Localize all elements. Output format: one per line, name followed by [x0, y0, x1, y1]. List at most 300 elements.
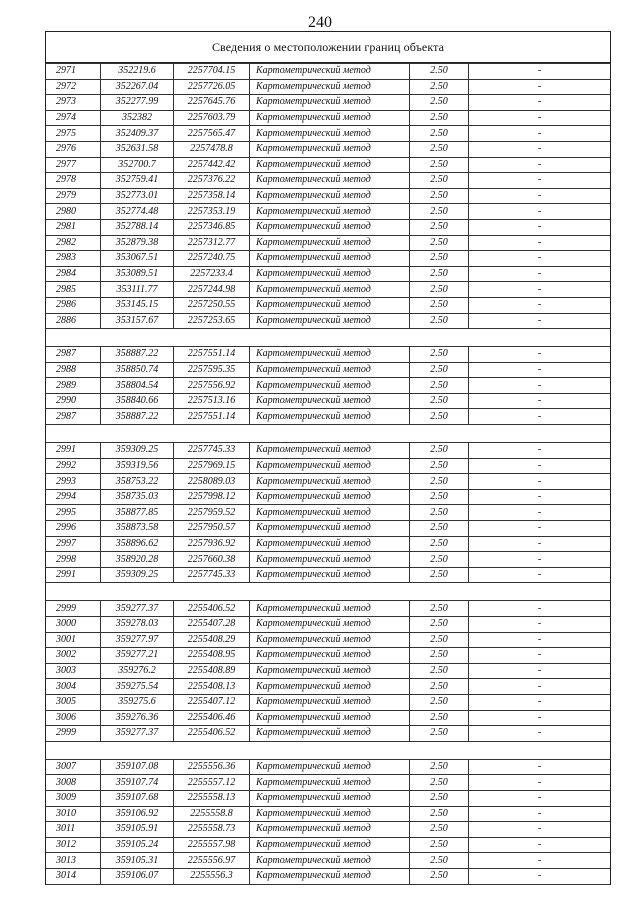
y-coordinate-cell: 2257645.76 — [174, 95, 250, 111]
x-coordinate-cell: 358840.66 — [101, 393, 174, 409]
point-number-cell: 2985 — [46, 282, 101, 298]
point-number-cell: 3000 — [46, 617, 101, 633]
method-cell: Картометрический метод — [250, 204, 410, 220]
accuracy-cell: 2.50 — [410, 173, 469, 189]
table-row — [46, 710, 610, 726]
method-cell: Картометрический метод — [250, 443, 410, 459]
point-number-cell: 2996 — [46, 521, 101, 537]
y-coordinate-cell: 2257442.42 — [174, 157, 250, 173]
table-row — [46, 567, 610, 583]
accuracy-cell: 2.50 — [410, 648, 469, 664]
accuracy-cell: 2.50 — [410, 617, 469, 633]
description-cell: - — [469, 173, 611, 189]
table-row — [46, 790, 610, 806]
y-coordinate-cell: 2257346.85 — [174, 219, 250, 235]
point-number-cell: 2999 — [46, 726, 101, 742]
accuracy-cell: 2.50 — [410, 663, 469, 679]
accuracy-cell: 2.50 — [410, 474, 469, 490]
description-cell: - — [469, 110, 611, 126]
table-row — [46, 157, 610, 173]
accuracy-cell: 2.50 — [410, 266, 469, 282]
table-row — [46, 648, 610, 664]
method-cell: Картометрический метод — [250, 694, 410, 710]
description-cell: - — [469, 868, 611, 884]
description-cell: - — [469, 648, 611, 664]
table-row — [46, 235, 610, 251]
x-coordinate-cell: 352277.99 — [101, 95, 174, 111]
point-number-cell: 2975 — [46, 126, 101, 142]
accuracy-cell: 2.50 — [410, 235, 469, 251]
accuracy-cell: 2.50 — [410, 219, 469, 235]
accuracy-cell: 2.50 — [410, 536, 469, 552]
y-coordinate-cell: 2255408.95 — [174, 648, 250, 664]
method-cell: Картометрический метод — [250, 822, 410, 838]
description-cell: - — [469, 505, 611, 521]
point-number-cell: 2983 — [46, 251, 101, 267]
y-coordinate-cell: 2255406.52 — [174, 726, 250, 742]
point-number-cell: 2978 — [46, 173, 101, 189]
method-cell: Картометрический метод — [250, 64, 410, 80]
y-coordinate-cell: 2255407.28 — [174, 617, 250, 633]
accuracy-cell: 2.50 — [410, 362, 469, 378]
x-coordinate-cell: 359107.68 — [101, 790, 174, 806]
description-cell: - — [469, 679, 611, 695]
method-cell: Картометрический метод — [250, 297, 410, 313]
x-coordinate-cell: 352759.41 — [101, 173, 174, 189]
y-coordinate-cell: 2257551.14 — [174, 409, 250, 425]
method-cell: Картометрический метод — [250, 79, 410, 95]
point-number-cell: 3014 — [46, 868, 101, 884]
description-cell: - — [469, 313, 611, 329]
point-number-cell: 2999 — [46, 601, 101, 617]
x-coordinate-cell: 359276.36 — [101, 710, 174, 726]
table-row — [46, 474, 610, 490]
table-row — [46, 347, 610, 363]
method-cell: Картометрический метод — [250, 393, 410, 409]
description-cell: - — [469, 347, 611, 363]
table-row — [46, 837, 610, 853]
description-cell: - — [469, 219, 611, 235]
table-row — [46, 64, 610, 80]
point-number-cell: 2993 — [46, 474, 101, 490]
description-cell: - — [469, 126, 611, 142]
method-cell: Картометрический метод — [250, 837, 410, 853]
description-cell: - — [469, 601, 611, 617]
method-cell: Картометрический метод — [250, 347, 410, 363]
accuracy-cell: 2.50 — [410, 297, 469, 313]
y-coordinate-cell: 2257253.65 — [174, 313, 250, 329]
table-row — [46, 489, 610, 505]
point-number-cell: 3004 — [46, 679, 101, 695]
x-coordinate-cell: 353111.77 — [101, 282, 174, 298]
point-number-cell: 3010 — [46, 806, 101, 822]
x-coordinate-cell: 359277.21 — [101, 648, 174, 664]
x-coordinate-cell: 359278.03 — [101, 617, 174, 633]
method-cell: Картометрический метод — [250, 505, 410, 521]
point-number-cell: 3008 — [46, 775, 101, 791]
accuracy-cell: 2.50 — [410, 632, 469, 648]
description-cell: - — [469, 521, 611, 537]
x-coordinate-cell: 352700.7 — [101, 157, 174, 173]
method-cell: Картометрический метод — [250, 775, 410, 791]
x-coordinate-cell: 358735.03 — [101, 489, 174, 505]
x-coordinate-cell: 359105.24 — [101, 837, 174, 853]
method-cell: Картометрический метод — [250, 521, 410, 537]
x-coordinate-cell: 358753.22 — [101, 474, 174, 490]
y-coordinate-cell: 2257244.98 — [174, 282, 250, 298]
y-coordinate-cell: 2257250.55 — [174, 297, 250, 313]
x-coordinate-cell: 353157.67 — [101, 313, 174, 329]
table-row — [46, 409, 610, 425]
method-cell: Картометрический метод — [250, 710, 410, 726]
table-row — [46, 726, 610, 742]
table-row — [46, 694, 610, 710]
description-cell: - — [469, 853, 611, 869]
x-coordinate-cell: 358877.85 — [101, 505, 174, 521]
y-coordinate-cell: 2257726.05 — [174, 79, 250, 95]
method-cell: Картометрический метод — [250, 362, 410, 378]
group-separator — [46, 741, 610, 759]
y-coordinate-cell: 2258089.03 — [174, 474, 250, 490]
method-cell: Картометрический метод — [250, 617, 410, 633]
y-coordinate-cell: 2257969.15 — [174, 458, 250, 474]
accuracy-cell: 2.50 — [410, 868, 469, 884]
y-coordinate-cell: 2257233.4 — [174, 266, 250, 282]
point-number-cell: 3009 — [46, 790, 101, 806]
method-cell: Картометрический метод — [250, 632, 410, 648]
x-coordinate-cell: 352409.37 — [101, 126, 174, 142]
method-cell: Картометрический метод — [250, 806, 410, 822]
x-coordinate-cell: 359275.6 — [101, 694, 174, 710]
y-coordinate-cell: 2255556.3 — [174, 868, 250, 884]
x-coordinate-cell: 359275.54 — [101, 679, 174, 695]
accuracy-cell: 2.50 — [410, 505, 469, 521]
description-cell: - — [469, 282, 611, 298]
method-cell: Картометрический метод — [250, 251, 410, 267]
method-cell: Картометрический метод — [250, 458, 410, 474]
y-coordinate-cell: 2255556.97 — [174, 853, 250, 869]
y-coordinate-cell: 2255406.46 — [174, 710, 250, 726]
x-coordinate-cell: 359277.37 — [101, 601, 174, 617]
method-cell: Картометрический метод — [250, 266, 410, 282]
table-row — [46, 458, 610, 474]
description-cell: - — [469, 251, 611, 267]
y-coordinate-cell: 2257556.92 — [174, 378, 250, 394]
x-coordinate-cell: 359107.08 — [101, 759, 174, 775]
point-number-cell: 2977 — [46, 157, 101, 173]
y-coordinate-cell: 2257998.12 — [174, 489, 250, 505]
description-cell: - — [469, 759, 611, 775]
description-cell: - — [469, 474, 611, 490]
method-cell: Картометрический метод — [250, 868, 410, 884]
accuracy-cell: 2.50 — [410, 409, 469, 425]
description-cell: - — [469, 567, 611, 583]
table-row — [46, 505, 610, 521]
description-cell: - — [469, 409, 611, 425]
accuracy-cell: 2.50 — [410, 251, 469, 267]
point-number-cell: 2992 — [46, 458, 101, 474]
description-cell: - — [469, 806, 611, 822]
x-coordinate-cell: 353145.15 — [101, 297, 174, 313]
accuracy-cell: 2.50 — [410, 489, 469, 505]
point-number-cell: 3001 — [46, 632, 101, 648]
point-number-cell: 2997 — [46, 536, 101, 552]
accuracy-cell: 2.50 — [410, 853, 469, 869]
group-separator — [46, 583, 610, 601]
accuracy-cell: 2.50 — [410, 141, 469, 157]
y-coordinate-cell: 2257513.16 — [174, 393, 250, 409]
x-coordinate-cell: 352879.38 — [101, 235, 174, 251]
description-cell: - — [469, 617, 611, 633]
table-title: Сведения о местоположении границ объекта — [46, 32, 610, 63]
x-coordinate-cell: 352267.04 — [101, 79, 174, 95]
method-cell: Картометрический метод — [250, 141, 410, 157]
description-cell: - — [469, 157, 611, 173]
point-number-cell: 2988 — [46, 362, 101, 378]
accuracy-cell: 2.50 — [410, 521, 469, 537]
y-coordinate-cell: 2255557.98 — [174, 837, 250, 853]
table-row — [46, 362, 610, 378]
table-row — [46, 393, 610, 409]
x-coordinate-cell: 353067.51 — [101, 251, 174, 267]
table-row — [46, 251, 610, 267]
point-number-cell: 3011 — [46, 822, 101, 838]
y-coordinate-cell: 2257959.52 — [174, 505, 250, 521]
description-cell: - — [469, 79, 611, 95]
description-cell: - — [469, 726, 611, 742]
table-row — [46, 632, 610, 648]
table-row — [46, 868, 610, 884]
accuracy-cell: 2.50 — [410, 567, 469, 583]
accuracy-cell: 2.50 — [410, 837, 469, 853]
table-row — [46, 775, 610, 791]
method-cell: Картометрический метод — [250, 378, 410, 394]
method-cell: Картометрический метод — [250, 536, 410, 552]
table-row — [46, 663, 610, 679]
x-coordinate-cell: 352773.01 — [101, 188, 174, 204]
method-cell: Картометрический метод — [250, 95, 410, 111]
group-separator — [46, 425, 610, 443]
y-coordinate-cell: 2257745.33 — [174, 443, 250, 459]
accuracy-cell: 2.50 — [410, 79, 469, 95]
x-coordinate-cell: 359276.2 — [101, 663, 174, 679]
accuracy-cell: 2.50 — [410, 282, 469, 298]
point-number-cell: 2981 — [46, 219, 101, 235]
description-cell: - — [469, 458, 611, 474]
table-row — [46, 141, 610, 157]
method-cell: Картометрический метод — [250, 219, 410, 235]
table-row — [46, 806, 610, 822]
point-number-cell: 3002 — [46, 648, 101, 664]
method-cell: Картометрический метод — [250, 282, 410, 298]
method-cell: Картометрический метод — [250, 790, 410, 806]
x-coordinate-cell: 359277.97 — [101, 632, 174, 648]
accuracy-cell: 2.50 — [410, 726, 469, 742]
accuracy-cell: 2.50 — [410, 110, 469, 126]
x-coordinate-cell: 359106.07 — [101, 868, 174, 884]
point-number-cell: 2991 — [46, 567, 101, 583]
y-coordinate-cell: 2257353.19 — [174, 204, 250, 220]
point-number-cell: 2986 — [46, 297, 101, 313]
method-cell: Картометрический метод — [250, 648, 410, 664]
separator-cell — [46, 741, 610, 759]
method-cell: Картометрический метод — [250, 173, 410, 189]
point-number-cell: 3007 — [46, 759, 101, 775]
method-cell: Картометрический метод — [250, 235, 410, 251]
point-number-cell: 2995 — [46, 505, 101, 521]
description-cell: - — [469, 552, 611, 568]
point-number-cell: 2971 — [46, 64, 101, 80]
point-number-cell: 2886 — [46, 313, 101, 329]
x-coordinate-cell: 359277.37 — [101, 726, 174, 742]
y-coordinate-cell: 2257950.57 — [174, 521, 250, 537]
description-cell: - — [469, 204, 611, 220]
y-coordinate-cell: 2257376.22 — [174, 173, 250, 189]
y-coordinate-cell: 2257478.8 — [174, 141, 250, 157]
y-coordinate-cell: 2255407.12 — [174, 694, 250, 710]
x-coordinate-cell: 352631.58 — [101, 141, 174, 157]
table-row — [46, 126, 610, 142]
accuracy-cell: 2.50 — [410, 775, 469, 791]
method-cell: Картометрический метод — [250, 126, 410, 142]
method-cell: Картометрический метод — [250, 474, 410, 490]
point-number-cell: 2973 — [46, 95, 101, 111]
y-coordinate-cell: 2257565.47 — [174, 126, 250, 142]
description-cell: - — [469, 64, 611, 80]
table-row — [46, 378, 610, 394]
y-coordinate-cell: 2255556.36 — [174, 759, 250, 775]
method-cell: Картометрический метод — [250, 726, 410, 742]
description-cell: - — [469, 822, 611, 838]
x-coordinate-cell: 358850.74 — [101, 362, 174, 378]
accuracy-cell: 2.50 — [410, 710, 469, 726]
accuracy-cell: 2.50 — [410, 126, 469, 142]
description-cell: - — [469, 489, 611, 505]
method-cell: Картометрический метод — [250, 679, 410, 695]
y-coordinate-cell: 2255408.89 — [174, 663, 250, 679]
x-coordinate-cell: 359107.74 — [101, 775, 174, 791]
point-number-cell: 2979 — [46, 188, 101, 204]
point-number-cell: 3005 — [46, 694, 101, 710]
accuracy-cell: 2.50 — [410, 694, 469, 710]
y-coordinate-cell: 2257595.35 — [174, 362, 250, 378]
coordinates-table — [46, 63, 610, 885]
table-row — [46, 282, 610, 298]
x-coordinate-cell: 359105.91 — [101, 822, 174, 838]
method-cell: Картометрический метод — [250, 110, 410, 126]
description-cell: - — [469, 362, 611, 378]
description-cell: - — [469, 790, 611, 806]
y-coordinate-cell: 2255406.52 — [174, 601, 250, 617]
separator-cell — [46, 583, 610, 601]
y-coordinate-cell: 2257704.15 — [174, 64, 250, 80]
accuracy-cell: 2.50 — [410, 601, 469, 617]
x-coordinate-cell: 352774.48 — [101, 204, 174, 220]
y-coordinate-cell: 2257312.77 — [174, 235, 250, 251]
accuracy-cell: 2.50 — [410, 157, 469, 173]
accuracy-cell: 2.50 — [410, 822, 469, 838]
method-cell: Картометрический метод — [250, 601, 410, 617]
point-number-cell: 2987 — [46, 347, 101, 363]
y-coordinate-cell: 2257603.79 — [174, 110, 250, 126]
description-cell: - — [469, 266, 611, 282]
y-coordinate-cell: 2255408.29 — [174, 632, 250, 648]
y-coordinate-cell: 2257240.75 — [174, 251, 250, 267]
table-row — [46, 536, 610, 552]
method-cell: Картометрический метод — [250, 567, 410, 583]
separator-cell — [46, 329, 610, 347]
description-cell: - — [469, 235, 611, 251]
accuracy-cell: 2.50 — [410, 790, 469, 806]
y-coordinate-cell: 2257660.38 — [174, 552, 250, 568]
table-row — [46, 822, 610, 838]
description-cell: - — [469, 536, 611, 552]
y-coordinate-cell: 2255558.8 — [174, 806, 250, 822]
method-cell: Картометрический метод — [250, 188, 410, 204]
table-row — [46, 521, 610, 537]
x-coordinate-cell: 359309.25 — [101, 443, 174, 459]
table-row — [46, 188, 610, 204]
x-coordinate-cell: 352382 — [101, 110, 174, 126]
point-number-cell: 2976 — [46, 141, 101, 157]
x-coordinate-cell: 359106.92 — [101, 806, 174, 822]
accuracy-cell: 2.50 — [410, 64, 469, 80]
boundary-table-sheet — [45, 31, 611, 885]
table-row — [46, 443, 610, 459]
x-coordinate-cell: 352788.14 — [101, 219, 174, 235]
y-coordinate-cell: 2257358.14 — [174, 188, 250, 204]
group-separator — [46, 329, 610, 347]
x-coordinate-cell: 358887.22 — [101, 347, 174, 363]
point-number-cell: 2980 — [46, 204, 101, 220]
table-row — [46, 266, 610, 282]
method-cell: Картометрический метод — [250, 409, 410, 425]
method-cell: Картометрический метод — [250, 853, 410, 869]
x-coordinate-cell: 358896.62 — [101, 536, 174, 552]
x-coordinate-cell: 358920.28 — [101, 552, 174, 568]
x-coordinate-cell: 358873.58 — [101, 521, 174, 537]
y-coordinate-cell: 2255408.13 — [174, 679, 250, 695]
accuracy-cell: 2.50 — [410, 759, 469, 775]
point-number-cell: 2990 — [46, 393, 101, 409]
accuracy-cell: 2.50 — [410, 378, 469, 394]
point-number-cell: 3006 — [46, 710, 101, 726]
x-coordinate-cell: 353089.51 — [101, 266, 174, 282]
point-number-cell: 2998 — [46, 552, 101, 568]
accuracy-cell: 2.50 — [410, 679, 469, 695]
x-coordinate-cell: 358887.22 — [101, 409, 174, 425]
y-coordinate-cell: 2255558.73 — [174, 822, 250, 838]
accuracy-cell: 2.50 — [410, 552, 469, 568]
accuracy-cell: 2.50 — [410, 393, 469, 409]
y-coordinate-cell: 2255557.12 — [174, 775, 250, 791]
description-cell: - — [469, 694, 611, 710]
point-number-cell: 2974 — [46, 110, 101, 126]
accuracy-cell: 2.50 — [410, 313, 469, 329]
accuracy-cell: 2.50 — [410, 443, 469, 459]
description-cell: - — [469, 837, 611, 853]
page-number: 240 — [308, 14, 332, 31]
y-coordinate-cell: 2257745.33 — [174, 567, 250, 583]
description-cell: - — [469, 393, 611, 409]
point-number-cell: 2984 — [46, 266, 101, 282]
description-cell: - — [469, 95, 611, 111]
point-number-cell: 2982 — [46, 235, 101, 251]
table-row — [46, 853, 610, 869]
description-cell: - — [469, 378, 611, 394]
x-coordinate-cell: 359319.56 — [101, 458, 174, 474]
table-row — [46, 173, 610, 189]
